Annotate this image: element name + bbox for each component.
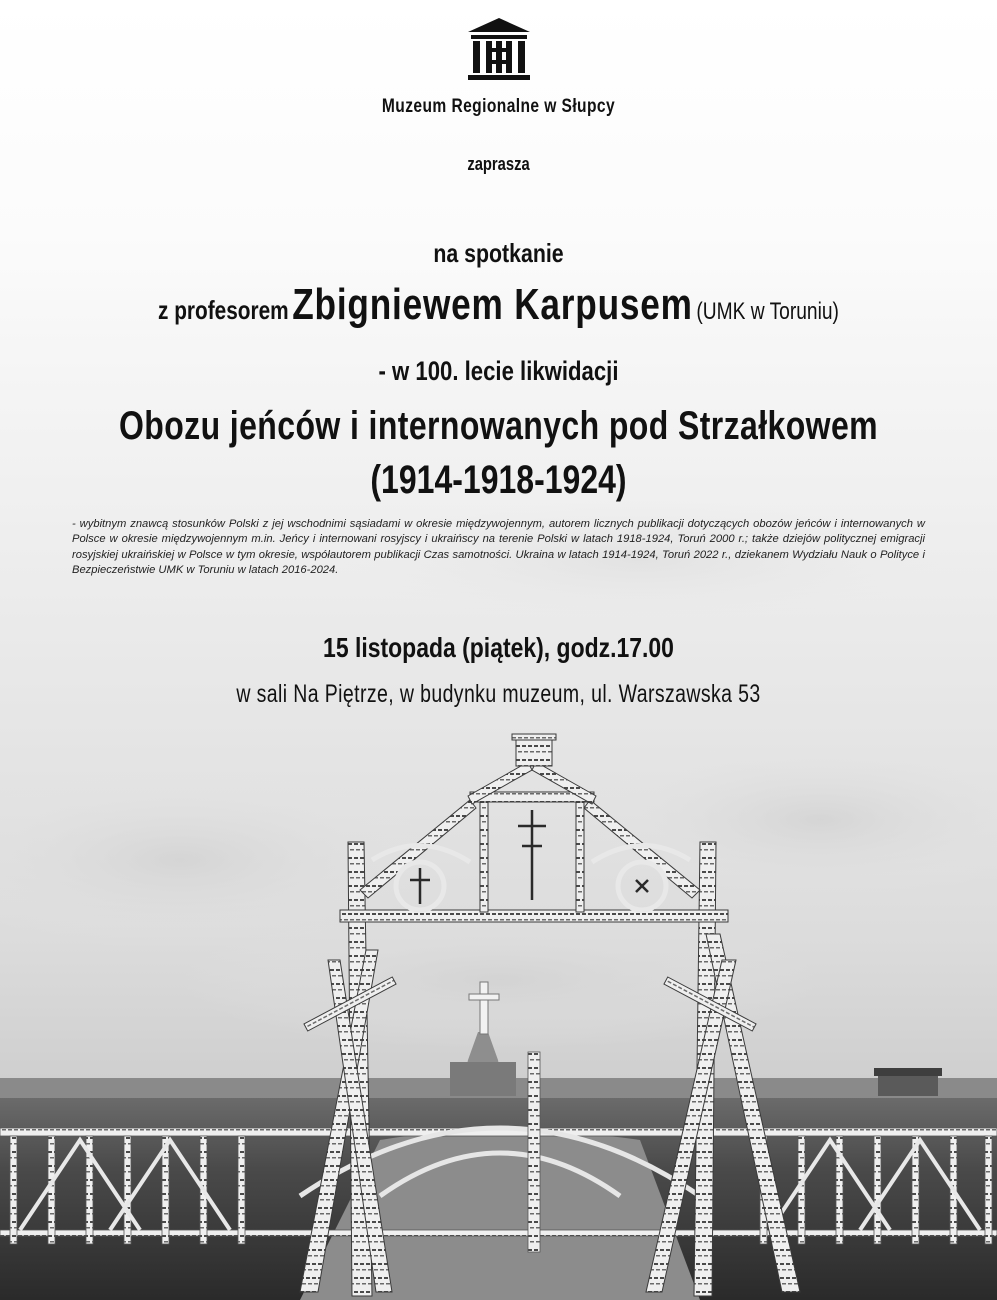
professor-affiliation: (UMK w Toruniu) xyxy=(696,298,839,325)
professor-prefix: z profesorem xyxy=(158,295,289,325)
museum-name: Muzeum Regionalne w Słupcy xyxy=(381,96,616,117)
professor-line xyxy=(100,280,898,330)
camp-years: (1914-1918-1924) xyxy=(370,458,627,502)
professor-name: Zbigniewem Karpusem xyxy=(292,280,693,329)
museum-building-logo-icon xyxy=(468,18,530,84)
meeting-heading: na spotkanie xyxy=(433,238,564,268)
event-place: w sali Na Piętrze, w budynku muzeum, ul. Warszawska 53 xyxy=(236,680,761,708)
professor-bio: - wybitnym znawcą stosunków Polski z jej wschodnimi sąsiadami w okresie międzywojennym, autorem licznych publikacji dotyczących obozów jeńców i internowanych w Polsce w okresie międzywojennym m.in. Jeńcy i internowani rosyjscy i ukraińscy na terenie Polski w latach 1918-1924, Toruń 2000 r.; także dziejów politycznej emigracji rosyjskiej ukraińskiej w Polsce w tym okresie, współautorem publikacji Czas samotności. Ukraina w latach 1914-1924, Toruń 2022 r., dziekanem Wydziału Nauk o Polityce i Bezpieczeństwie UMK w Toruniu w latach 2016-2024. xyxy=(72,518,925,577)
event-date: 15 listopada (piątek), godz.17.00 xyxy=(323,632,674,663)
anniversary-line: - w 100. lecie likwidacji xyxy=(378,356,619,386)
camp-title: Obozu jeńców i internowanych pod Strzałkowem xyxy=(118,404,879,448)
invites-text: zaprasza xyxy=(467,154,530,174)
